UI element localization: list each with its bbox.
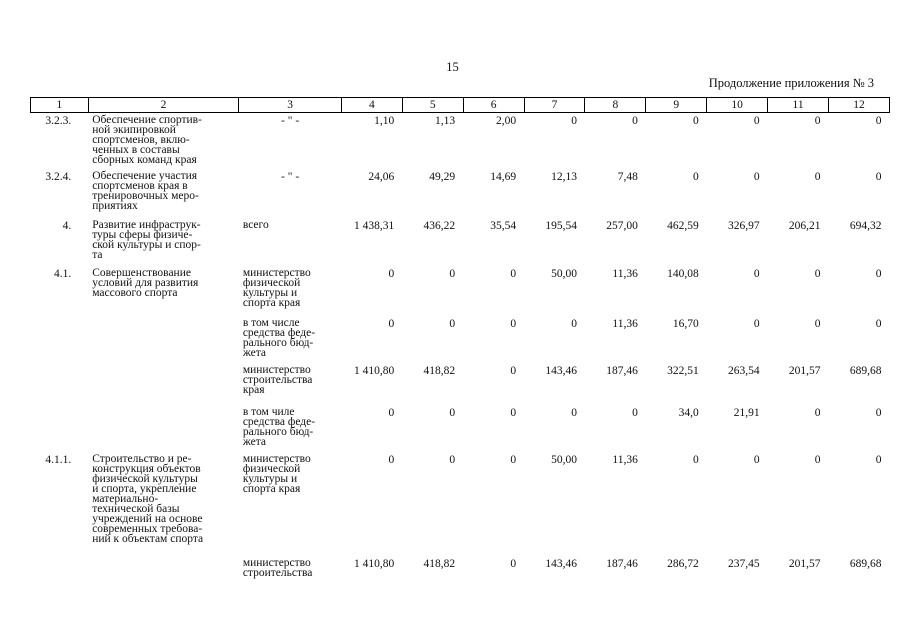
row-name: Строительство и ре- конструкция объектов физической культуры и спорта, укрепление материально- технической базы учреждений на основе современных требова- ний к объектам спорта bbox=[92, 452, 204, 545]
row-value: 2,00 bbox=[495, 115, 517, 127]
row-value: 0 bbox=[875, 317, 882, 330]
column-header: 7 bbox=[524, 98, 585, 113]
row-source: министерство строительства bbox=[242, 556, 313, 579]
row-value: 0 bbox=[692, 453, 699, 466]
row-value: 322,51 bbox=[667, 364, 699, 377]
row-value: 0 bbox=[753, 170, 760, 183]
row-value: 0 bbox=[388, 406, 395, 419]
column-header: 3 bbox=[239, 98, 342, 113]
table-row bbox=[31, 452, 890, 556]
row-value: 12,13 bbox=[551, 170, 577, 183]
column-header: 12 bbox=[829, 98, 890, 113]
table-row bbox=[31, 556, 890, 586]
row-source: всего bbox=[242, 218, 269, 231]
row-value: 0 bbox=[875, 170, 882, 183]
row-value: 50,00 bbox=[551, 267, 577, 280]
row-value: 195,54 bbox=[545, 219, 577, 232]
row-code bbox=[31, 405, 89, 452]
row-code bbox=[31, 556, 89, 586]
row-value: 689,68 bbox=[849, 557, 882, 570]
row-value: 0 bbox=[814, 115, 821, 127]
row-code: 4.1. bbox=[53, 267, 72, 280]
budget-table bbox=[30, 97, 890, 586]
row-code: 4. bbox=[62, 219, 72, 232]
row-code: 3.2.4. bbox=[45, 170, 72, 183]
table-row bbox=[31, 169, 890, 218]
table-row bbox=[31, 363, 890, 405]
row-value: 263,54 bbox=[728, 364, 760, 377]
header-row bbox=[31, 98, 890, 113]
row-value: 7,48 bbox=[617, 170, 638, 183]
row-code bbox=[31, 316, 89, 363]
row-value: 1 438,31 bbox=[354, 219, 395, 232]
table-row bbox=[31, 405, 890, 452]
row-code bbox=[31, 363, 89, 405]
row-value: 50,00 bbox=[551, 453, 577, 466]
row-value: 201,57 bbox=[788, 364, 821, 377]
row-value: 11,36 bbox=[612, 453, 638, 466]
row-name bbox=[88, 405, 239, 452]
row-value: 1,13 bbox=[435, 115, 456, 127]
row-value: 0 bbox=[510, 406, 517, 419]
table-row bbox=[31, 113, 890, 169]
row-value: 11,36 bbox=[612, 267, 638, 280]
row-value: 0 bbox=[632, 406, 638, 419]
row-value: 0 bbox=[510, 267, 517, 280]
row-value: 0 bbox=[692, 115, 699, 127]
row-value: 257,00 bbox=[606, 219, 638, 232]
row-value: 143,46 bbox=[545, 557, 577, 570]
row-value: 0 bbox=[814, 170, 821, 183]
row-value: 0 bbox=[875, 453, 882, 466]
row-value: 1,10 bbox=[374, 115, 395, 127]
row-value: 1 410,80 bbox=[354, 557, 395, 570]
row-value: 143,46 bbox=[545, 364, 577, 377]
row-value: 286,72 bbox=[667, 557, 699, 570]
row-value: 0 bbox=[875, 115, 882, 127]
row-value: 0 bbox=[510, 317, 517, 330]
row-source: министерство физической культуры и спорта края bbox=[242, 266, 311, 309]
row-value: 0 bbox=[388, 453, 395, 466]
row-value: 140,08 bbox=[667, 267, 699, 280]
row-value: 0 bbox=[571, 317, 577, 330]
row-source: - " - bbox=[281, 115, 300, 127]
row-value: 1 410,80 bbox=[354, 364, 395, 377]
row-value: 187,46 bbox=[606, 364, 638, 377]
row-value: 0 bbox=[449, 267, 456, 280]
row-value: 418,82 bbox=[423, 557, 456, 570]
row-value: 0 bbox=[632, 115, 638, 127]
row-value: 689,68 bbox=[849, 364, 882, 377]
row-name bbox=[88, 316, 239, 363]
row-name: Обеспечение спортив- ной экипировкой спортсменов, вклю- ченных в составы сборных команд края bbox=[92, 114, 202, 166]
row-value: 418,82 bbox=[423, 364, 456, 377]
row-value: 34,0 bbox=[678, 406, 699, 419]
row-name bbox=[88, 556, 239, 586]
row-code: 3.2.3. bbox=[45, 115, 72, 127]
row-value: 0 bbox=[449, 317, 456, 330]
row-value: 0 bbox=[814, 453, 821, 466]
row-value: 0 bbox=[449, 453, 456, 466]
column-header: 2 bbox=[88, 98, 239, 113]
row-value: 11,36 bbox=[612, 317, 638, 330]
column-header: 4 bbox=[341, 98, 402, 113]
row-code: 4.1.1. bbox=[45, 453, 72, 466]
table-header bbox=[31, 98, 890, 113]
row-name: Совершенствование условий для развития массового спорта bbox=[92, 266, 199, 299]
row-value: 0 bbox=[753, 267, 760, 280]
row-value: 14,69 bbox=[490, 170, 517, 183]
row-value: 0 bbox=[875, 267, 882, 280]
row-value: 326,97 bbox=[728, 219, 760, 232]
row-value: 0 bbox=[571, 115, 577, 127]
column-header: 11 bbox=[768, 98, 829, 113]
row-value: 0 bbox=[814, 317, 821, 330]
row-value: 0 bbox=[875, 406, 882, 419]
table-body bbox=[31, 113, 890, 586]
row-value: 16,70 bbox=[672, 317, 699, 330]
table-row bbox=[31, 266, 890, 316]
row-value: 694,32 bbox=[849, 219, 882, 232]
row-name: Обеспечение участия спортсменов края в тренировочных меро- приятиях bbox=[92, 169, 199, 212]
row-value: 0 bbox=[814, 267, 821, 280]
row-value: 0 bbox=[388, 267, 395, 280]
row-value: 0 bbox=[510, 453, 517, 466]
row-value: 0 bbox=[510, 557, 517, 570]
row-value: 0 bbox=[753, 317, 760, 330]
page-number: 15 bbox=[446, 60, 459, 74]
row-value: 21,91 bbox=[733, 406, 760, 419]
row-value: 201,57 bbox=[788, 557, 821, 570]
row-name bbox=[88, 363, 239, 405]
row-value: 206,21 bbox=[788, 219, 821, 232]
row-value: 0 bbox=[753, 115, 760, 127]
row-value: 24,06 bbox=[368, 170, 395, 183]
row-value: 237,45 bbox=[728, 557, 760, 570]
row-value: 462,59 bbox=[667, 219, 699, 232]
row-value: 0 bbox=[510, 364, 517, 377]
row-value: 0 bbox=[692, 170, 699, 183]
row-source: в том числе средства феде- рального бюд- жета bbox=[242, 316, 316, 359]
row-source: министерство строительства края bbox=[242, 363, 313, 396]
column-header: 5 bbox=[402, 98, 463, 113]
row-value: 0 bbox=[571, 406, 577, 419]
row-value: 0 bbox=[814, 406, 821, 419]
row-value: 187,46 bbox=[606, 557, 638, 570]
column-header: 8 bbox=[585, 98, 646, 113]
table-row bbox=[31, 218, 890, 266]
row-value: 0 bbox=[753, 453, 760, 466]
row-value: 35,54 bbox=[490, 219, 517, 232]
row-value: 436,22 bbox=[423, 219, 456, 232]
row-value: 0 bbox=[449, 406, 456, 419]
column-header: 10 bbox=[707, 98, 768, 113]
column-header: 9 bbox=[646, 98, 707, 113]
row-value: 0 bbox=[388, 317, 395, 330]
column-header: 6 bbox=[463, 98, 524, 113]
row-source: - " - bbox=[281, 170, 300, 183]
row-name: Развитие инфраструк- туры сферы физиче- ской культуры и спор- та bbox=[92, 218, 201, 261]
appendix-caption: Продолжение приложения № 3 bbox=[708, 76, 874, 90]
row-source: министерство физической культуры и спорта края bbox=[242, 452, 311, 495]
row-value: 49,29 bbox=[429, 170, 456, 183]
row-source: в том чиле средства феде- рального бюд- жета bbox=[242, 405, 316, 448]
column-header: 1 bbox=[31, 98, 89, 113]
table-row bbox=[31, 316, 890, 363]
